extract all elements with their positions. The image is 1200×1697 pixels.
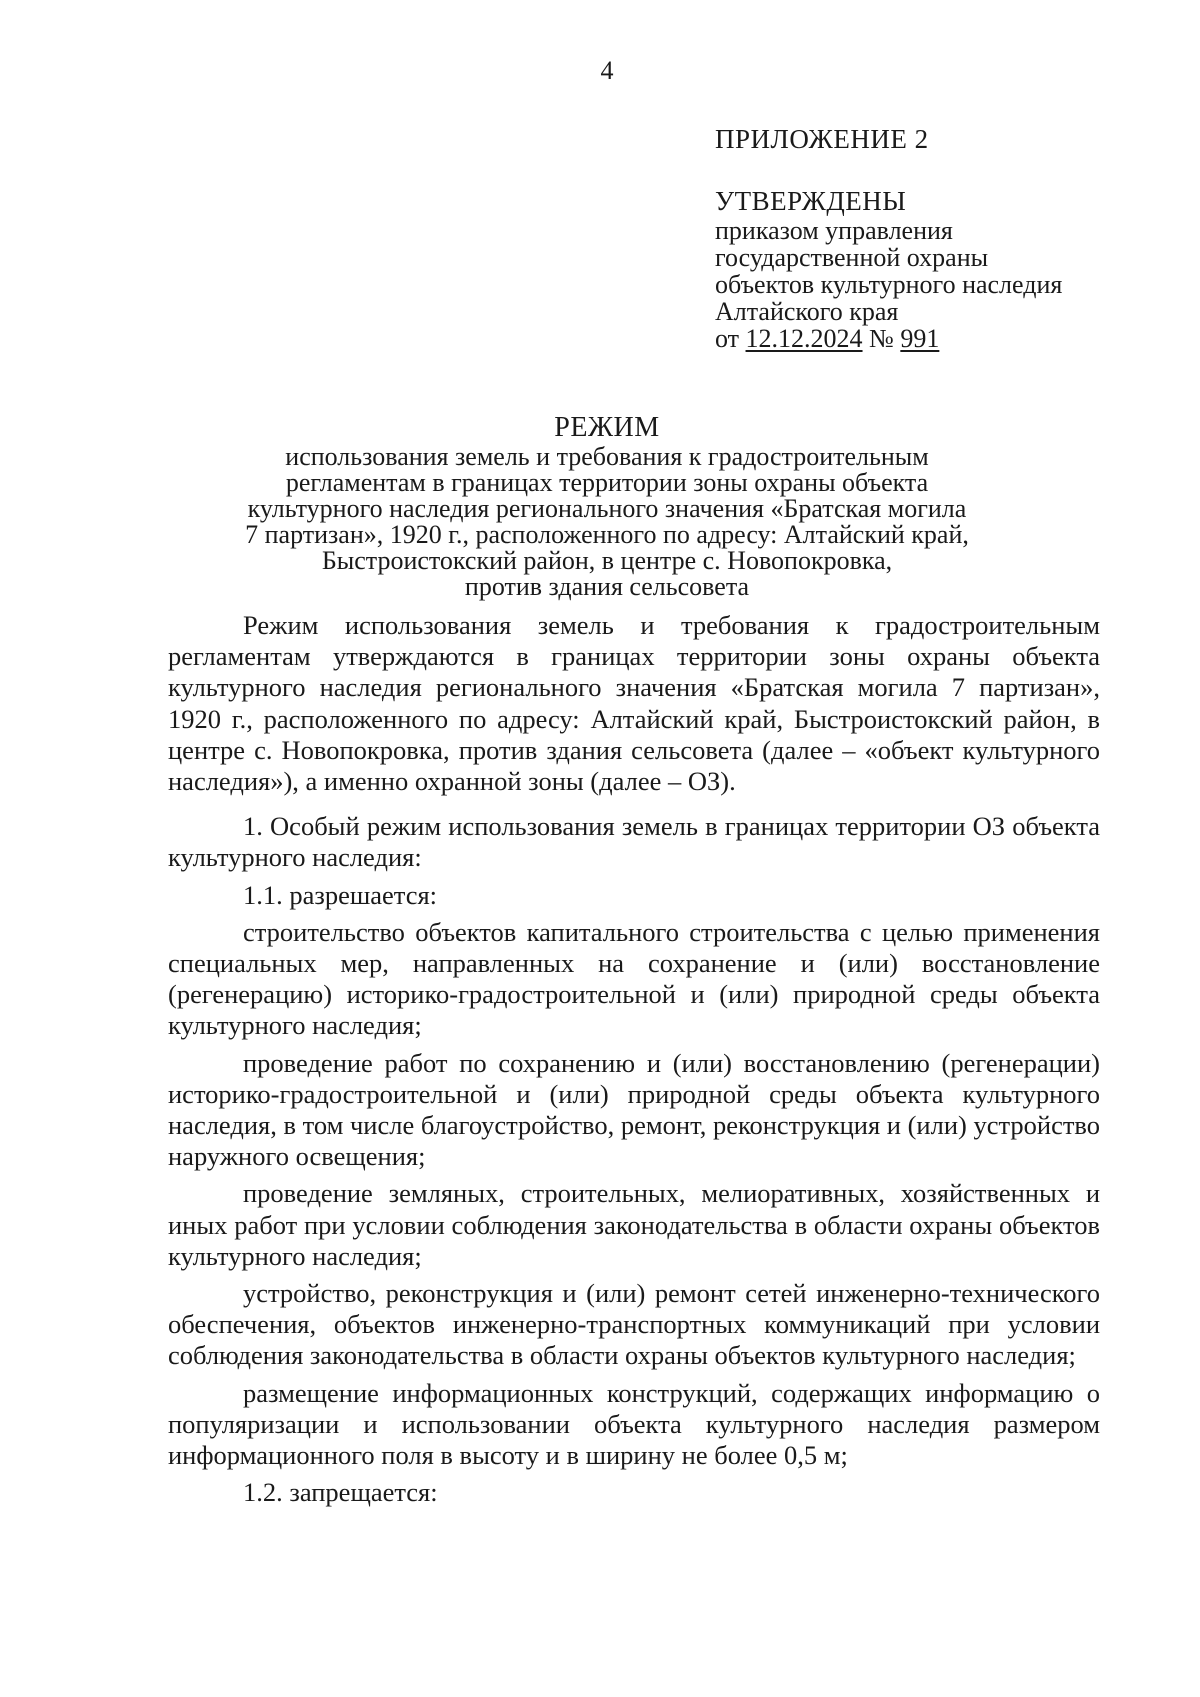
intro-paragraph: Режим использования земель и требования к градостроительным регламентам утверждаются в границах территории зоны охраны объекта культурного наследия регионального значения «Братская могила 7 партизан», 1920 г., расположенного по адресу: Алтайский край, Быстроистокский район, в центре с. Новопокровка, против здания сельсовета (далее – «объект культурного наследия»), а именно охранной зоны (далее – ОЗ). <box>168 610 1100 797</box>
order-number: 991 <box>900 324 940 353</box>
allowed-item: устройство, реконструкция и (или) ремонт сетей инженерно-технического обеспечения, объектов инженерно-транспортных коммуникаций при условии соблюдения законодательства в области охраны объектов культурного наследия; <box>168 1278 1100 1371</box>
approval-line: объектов культурного наследия <box>715 270 1063 299</box>
subtitle-line: культурного наследия регионального значения «Братская могила <box>247 494 967 523</box>
allowed-item: размещение информационных конструкций, содержащих информацию о популяризации и использовании объекта культурного наследия размером информационного поля в высоту и в ширину не более 0,5 м; <box>168 1377 1100 1471</box>
subtitle-line: против здания сельсовета <box>464 572 750 601</box>
approval-line: Алтайского края <box>715 297 899 326</box>
order-date: 12.12.2024 <box>745 324 863 353</box>
approval-date-line <box>715 325 1062 352</box>
allowed-item: проведение земляных, строительных, мелиоративных, хозяйственных и иных работ при условии соблюдения законодательства в области охраны объектов культурного наследия; <box>168 1178 1100 1271</box>
approval-heading: УТВЕРЖДЕНЫ <box>715 186 907 216</box>
document-subtitle <box>240 444 974 600</box>
document-title: РЕЖИМ <box>554 412 660 443</box>
approval-line: приказом управления <box>715 216 953 245</box>
subsection-1-1-heading: 1.1. разрешается: <box>243 879 438 910</box>
date-prefix: от <box>715 324 740 353</box>
page-number: 4 <box>600 56 614 85</box>
appendix-label: ПРИЛОЖЕНИЕ 2 <box>715 124 929 154</box>
allowed-item: проведение работ по сохранению и (или) восстановлению (регенерации) историко-градостроительной и (или) природной среды объекта культурного наследия, в том числе благоустройство, ремонт, реконструкция и (или) устройство наружного освещения; <box>168 1047 1100 1172</box>
subtitle-line: Быстроистокский район, в центре с. Новопокровка, <box>321 546 893 575</box>
section-1-heading: 1. Особый режим использования земель в границах территории ОЗ объекта культурного наследия: <box>168 811 1100 873</box>
approval-block <box>715 188 1062 352</box>
approval-line: государственной охраны <box>715 243 989 272</box>
subtitle-line: регламентам в границах территории зоны охраны объекта <box>285 468 929 497</box>
subtitle-line: использования земель и требования к градостроительным <box>285 442 929 471</box>
subsection-1-2-heading: 1.2. запрещается: <box>243 1477 438 1508</box>
number-sign: № <box>869 324 894 353</box>
document-body <box>168 610 1100 1508</box>
subtitle-line: 7 партизан», 1920 г., расположенного по адресу: Алтайский край, <box>245 520 969 549</box>
allowed-item: строительство объектов капитального строительства с целью применения специальных мер, направленных на сохранение и (или) восстановление (регенерацию) историко-градостроительной и (или) природной среды объекта культурного наследия; <box>168 916 1100 1041</box>
